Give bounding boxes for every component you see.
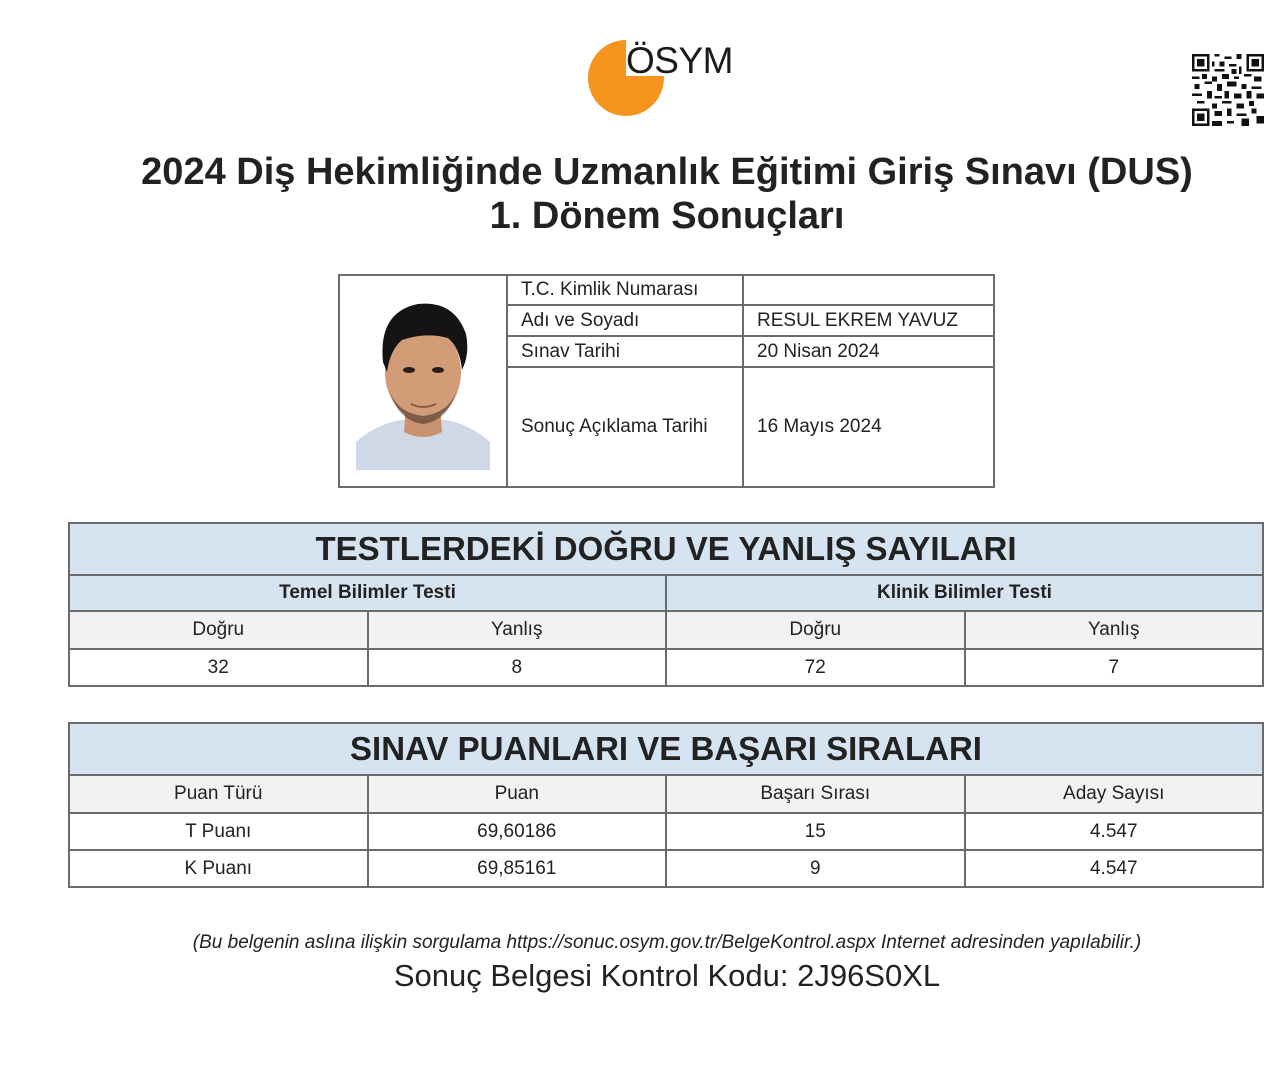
result-date-value: 16 Mayıs 2024 — [757, 416, 882, 437]
column-header: Yanlış — [965, 611, 1264, 649]
info-row-result-date — [508, 368, 993, 486]
info-row-tc — [508, 276, 993, 306]
group-temel: Temel Bilimler Testi — [69, 575, 666, 611]
table-cell: 69,85161 — [368, 850, 667, 887]
group-klinik: Klinik Bilimler Testi — [666, 575, 1263, 611]
exam-date-label: Sınav Tarihi — [508, 337, 744, 366]
tests-table — [68, 522, 1264, 687]
table-cell: K Puanı — [69, 850, 368, 887]
scores-heading: SINAV PUANLARI VE BAŞARI SIRALARI — [69, 723, 1263, 775]
name-label: Adı ve Soyadı — [508, 306, 744, 335]
column-header: Puan Türü — [69, 775, 368, 813]
table-cell: 15 — [666, 813, 965, 850]
column-header: Aday Sayısı — [965, 775, 1264, 813]
info-row-name — [508, 306, 993, 337]
column-header: Doğru — [666, 611, 965, 649]
table-cell: T Puanı — [69, 813, 368, 850]
table-row — [69, 649, 1263, 686]
photo-cell — [340, 276, 508, 486]
table-cell: 9 — [666, 850, 965, 887]
table-row — [69, 813, 1263, 850]
temel-yanlis-value: 8 — [368, 649, 667, 686]
qr-code-icon — [1192, 54, 1264, 126]
scores-table — [68, 722, 1264, 888]
klinik-dogru-value: 72 — [666, 649, 965, 686]
table-row — [69, 850, 1263, 887]
page-title — [60, 150, 1274, 238]
exam-date-value: 20 Nisan 2024 — [757, 340, 880, 362]
temel-dogru-value: 32 — [69, 649, 368, 686]
logo-text: ÖSYM — [626, 40, 733, 81]
verification-note: (Bu belgenin aslına ilişkin sorgulama https://sonuc.osym.gov.tr/BelgeKontrol.aspx Internet adresinden yapılabilir.) — [192, 932, 1142, 953]
result-date-label: Sonuç Açıklama Tarihi — [508, 368, 744, 486]
tc-value — [744, 276, 993, 304]
title-line-1: 2024 Diş Hekimliğinde Uzmanlık Eğitimi Giriş Sınavı (DUS) — [141, 151, 1193, 193]
table-cell: 4.547 — [965, 850, 1264, 887]
osym-logo — [588, 36, 758, 118]
info-row-exam-date — [508, 337, 993, 368]
column-header: Başarı Sırası — [666, 775, 965, 813]
title-line-2: 1. Dönem Sonuçları — [489, 195, 845, 237]
klinik-yanlis-value: 7 — [965, 649, 1264, 686]
column-header: Yanlış — [368, 611, 667, 649]
tc-label: T.C. Kimlik Numarası — [508, 276, 744, 304]
name-value: RESUL EKREM YAVUZ — [757, 309, 958, 331]
candidate-info-box — [338, 274, 995, 488]
control-code: Sonuç Belgesi Kontrol Kodu: 2J96S0XL — [393, 958, 941, 993]
table-cell: 69,60186 — [368, 813, 667, 850]
tests-heading: TESTLERDEKİ DOĞRU VE YANLIŞ SAYILARI — [69, 523, 1263, 575]
table-cell: 4.547 — [965, 813, 1264, 850]
column-header: Doğru — [69, 611, 368, 649]
column-header: Puan — [368, 775, 667, 813]
candidate-photo — [356, 292, 490, 470]
